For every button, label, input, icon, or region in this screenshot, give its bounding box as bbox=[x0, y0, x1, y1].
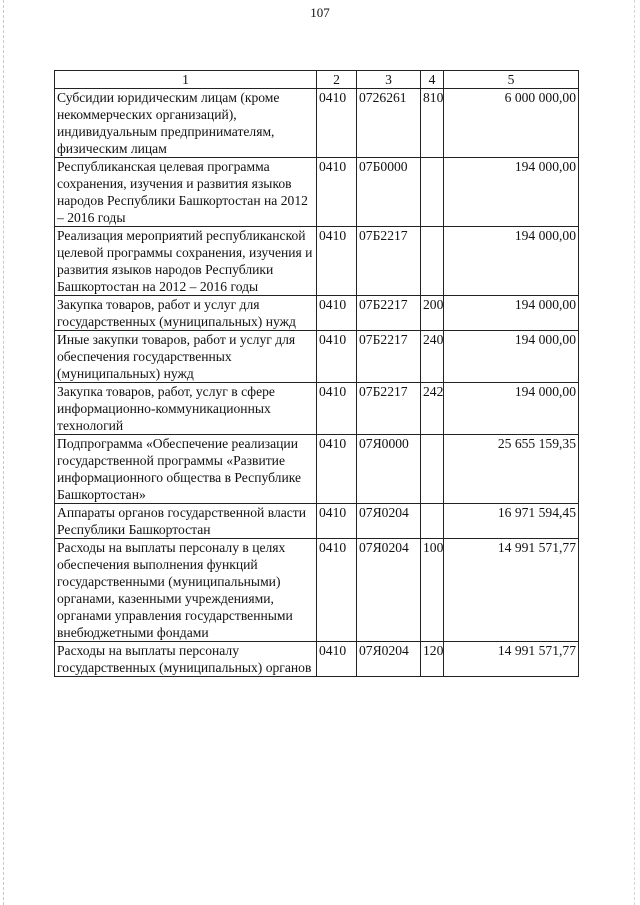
row-target-code: 07Б2217 bbox=[357, 383, 421, 435]
row-amount: 6 000 000,00 bbox=[444, 89, 579, 158]
row-name: Закупка товаров, работ и услуг для государственных (муниципальных) нужд bbox=[55, 296, 317, 331]
row-section-code: 0410 bbox=[317, 435, 357, 504]
row-name: Подпрограмма «Обеспечение реализации государственной программы «Развитие информационного общества в Республике Башкортостан» bbox=[55, 435, 317, 504]
row-name: Закупка товаров, работ, услуг в сфере информационно-коммуникационных технологий bbox=[55, 383, 317, 435]
row-kind-code: 810 bbox=[421, 89, 444, 158]
scan-edge-left bbox=[3, 0, 5, 905]
row-target-code: 07Б2217 bbox=[357, 331, 421, 383]
row-amount: 25 655 159,35 bbox=[444, 435, 579, 504]
table-row bbox=[55, 539, 579, 642]
header-col-2: 2 bbox=[317, 71, 357, 89]
row-name: Субсидии юридическим лицам (кроме некоммерческих организаций), индивидуальным предпринимателям, физическим лицам bbox=[55, 89, 317, 158]
header-col-5: 5 bbox=[444, 71, 579, 89]
row-section-code: 0410 bbox=[317, 158, 357, 227]
row-kind-code bbox=[421, 227, 444, 296]
row-section-code: 0410 bbox=[317, 331, 357, 383]
row-kind-code: 100 bbox=[421, 539, 444, 642]
row-name: Республиканская целевая программа сохранения, изучения и развития языков народов Республики Башкортостан на 2012 – 2016 годы bbox=[55, 158, 317, 227]
row-section-code: 0410 bbox=[317, 89, 357, 158]
page-number: 107 bbox=[310, 5, 330, 20]
row-kind-code bbox=[421, 435, 444, 504]
row-kind-code: 200 bbox=[421, 296, 444, 331]
row-amount: 16 971 594,45 bbox=[444, 504, 579, 539]
table-row bbox=[55, 227, 579, 296]
table-row bbox=[55, 89, 579, 158]
row-amount: 14 991 571,77 bbox=[444, 642, 579, 677]
row-amount: 194 000,00 bbox=[444, 296, 579, 331]
header-col-3: 3 bbox=[357, 71, 421, 89]
table-row bbox=[55, 296, 579, 331]
row-target-code: 0726261 bbox=[357, 89, 421, 158]
header-col-1: 1 bbox=[55, 71, 317, 89]
row-amount: 194 000,00 bbox=[444, 158, 579, 227]
row-section-code: 0410 bbox=[317, 227, 357, 296]
row-name: Расходы на выплаты персоналу в целях обеспечения выполнения функций государственными (муниципальными) органами, казенными учреждениями, органами управления государственными внебюджетными фондами bbox=[55, 539, 317, 642]
scan-edge-right bbox=[634, 0, 636, 905]
row-target-code: 07Я0204 bbox=[357, 539, 421, 642]
row-kind-code bbox=[421, 504, 444, 539]
row-target-code: 07Б0000 bbox=[357, 158, 421, 227]
row-kind-code: 242 bbox=[421, 383, 444, 435]
table-row bbox=[55, 504, 579, 539]
row-target-code: 07Я0204 bbox=[357, 504, 421, 539]
row-section-code: 0410 bbox=[317, 296, 357, 331]
table-row bbox=[55, 158, 579, 227]
table-row bbox=[55, 383, 579, 435]
row-name: Аппараты органов государственной власти Республики Башкортостан bbox=[55, 504, 317, 539]
table-row bbox=[55, 435, 579, 504]
row-section-code: 0410 bbox=[317, 383, 357, 435]
row-kind-code bbox=[421, 158, 444, 227]
row-amount: 194 000,00 bbox=[444, 331, 579, 383]
row-target-code: 07Я0000 bbox=[357, 435, 421, 504]
row-amount: 194 000,00 bbox=[444, 227, 579, 296]
row-name: Реализация мероприятий республиканской целевой программы сохранения, изучения и развития языков народов Республики Башкортостан на 2012 – 2016 годы bbox=[55, 227, 317, 296]
budget-table bbox=[54, 70, 579, 677]
row-kind-code: 120 bbox=[421, 642, 444, 677]
row-target-code: 07Б2217 bbox=[357, 296, 421, 331]
header-row bbox=[55, 71, 579, 89]
table-row bbox=[55, 642, 579, 677]
row-target-code: 07Я0204 bbox=[357, 642, 421, 677]
row-target-code: 07Б2217 bbox=[357, 227, 421, 296]
row-name: Иные закупки товаров, работ и услуг для обеспечения государственных (муниципальных) нужд bbox=[55, 331, 317, 383]
row-kind-code: 240 bbox=[421, 331, 444, 383]
header-col-4: 4 bbox=[421, 71, 444, 89]
row-section-code: 0410 bbox=[317, 504, 357, 539]
row-section-code: 0410 bbox=[317, 539, 357, 642]
row-amount: 194 000,00 bbox=[444, 383, 579, 435]
row-section-code: 0410 bbox=[317, 642, 357, 677]
row-amount: 14 991 571,77 bbox=[444, 539, 579, 642]
row-name: Расходы на выплаты персоналу государственных (муниципальных) органов bbox=[55, 642, 317, 677]
table-row bbox=[55, 331, 579, 383]
